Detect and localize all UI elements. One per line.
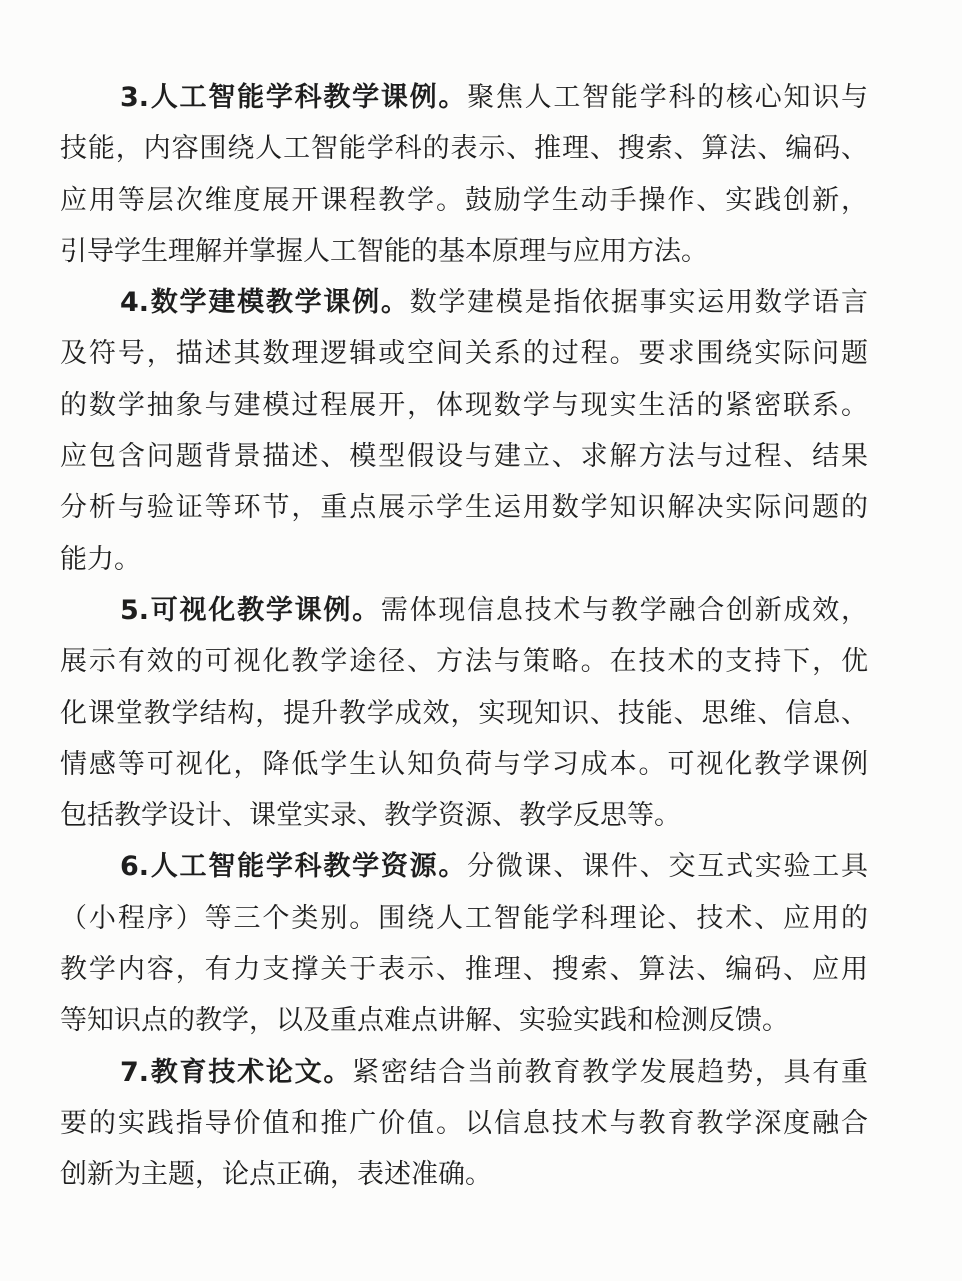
text-line bbox=[60, 636, 868, 687]
body-text: 要的实践指导价值和推广价值。以信息技术与教育教学深度融合 bbox=[60, 1107, 868, 1139]
body-text: 教学内容，有力支撑关于表示、推理、搜索、算法、编码、应用 bbox=[60, 954, 868, 986]
body-text: 创新为主题，论点正确，表述准确。 bbox=[60, 1159, 492, 1191]
text-line bbox=[60, 585, 868, 636]
body-text: 化课堂教学结构，提升教学成效，实现知识、技能、思维、信息、 bbox=[60, 697, 868, 729]
body-text: 能力。 bbox=[60, 543, 141, 575]
text-line bbox=[60, 431, 868, 482]
body-text: 数学建模是指依据事实运用数学语言 bbox=[409, 287, 868, 319]
text-line bbox=[60, 226, 868, 277]
text-line bbox=[60, 123, 868, 174]
text-line bbox=[60, 534, 868, 585]
text-line bbox=[60, 328, 868, 379]
text-line bbox=[60, 995, 868, 1046]
text-line bbox=[60, 72, 868, 123]
body-text: 紧密结合当前教育教学发展趋势，具有重 bbox=[352, 1056, 868, 1088]
text-line bbox=[60, 893, 868, 944]
body-text: 技能，内容围绕人工智能学科的表示、推理、搜索、算法、编码、 bbox=[60, 133, 868, 165]
section-heading: 4.数学建模教学课例。 bbox=[120, 287, 410, 319]
section-heading: 7.教育技术论文。 bbox=[120, 1056, 353, 1088]
body-text: 及符号，描述其数理逻辑或空间关系的过程。要求围绕实际问题 bbox=[60, 338, 868, 370]
body-text: （小程序）等三个类别。围绕人工智能学科理论、技术、应用的 bbox=[60, 902, 868, 934]
body-text: 应用等层次维度展开课程教学。鼓励学生动手操作、实践创新， bbox=[60, 184, 868, 216]
body-text: 情感等可视化，降低学生认知负荷与学习成本。可视化教学课例 bbox=[60, 748, 868, 780]
document-body bbox=[60, 72, 868, 1201]
paragraph bbox=[60, 1047, 868, 1201]
paragraph bbox=[60, 841, 868, 1046]
text-line bbox=[60, 944, 868, 995]
section-heading: 3.人工智能学科教学课例。 bbox=[120, 82, 468, 113]
text-line bbox=[60, 380, 868, 431]
section-heading: 6.人工智能学科教学资源。 bbox=[120, 851, 468, 883]
text-line bbox=[60, 688, 868, 739]
body-text: 应包含问题背景描述、模型假设与建立、求解方法与过程、结果 bbox=[60, 441, 868, 473]
body-text: 展示有效的可视化教学途径、方法与策略。在技术的支持下，优 bbox=[60, 646, 868, 678]
text-line bbox=[60, 277, 868, 328]
body-text: 包括教学设计、课堂实录、教学资源、教学反思等。 bbox=[60, 800, 681, 832]
text-line bbox=[60, 841, 868, 892]
text-line bbox=[60, 1047, 868, 1098]
body-text: 聚焦人工智能学科的核心知识与 bbox=[467, 82, 868, 113]
text-line bbox=[60, 1098, 868, 1149]
body-text: 的数学抽象与建模过程展开，体现数学与现实生活的紧密联系。 bbox=[60, 389, 868, 421]
section-heading: 5.可视化教学课例。 bbox=[120, 594, 381, 626]
paragraph bbox=[60, 72, 868, 277]
paragraph bbox=[60, 277, 868, 585]
paragraph bbox=[60, 585, 868, 841]
text-line bbox=[60, 1149, 868, 1200]
text-line bbox=[60, 175, 868, 226]
body-text: 需体现信息技术与教学融合创新成效， bbox=[380, 594, 869, 626]
text-line bbox=[60, 482, 868, 533]
body-text: 等知识点的教学，以及重点难点讲解、实验实践和检测反馈。 bbox=[60, 1005, 789, 1037]
body-text: 分微课、课件、交互式实验工具 bbox=[467, 851, 868, 883]
text-line bbox=[60, 790, 868, 841]
body-text: 分析与验证等环节，重点展示学生运用数学知识解决实际问题的 bbox=[60, 492, 868, 524]
text-line bbox=[60, 739, 868, 790]
body-text: 引导学生理解并掌握人工智能的基本原理与应用方法。 bbox=[60, 235, 708, 267]
